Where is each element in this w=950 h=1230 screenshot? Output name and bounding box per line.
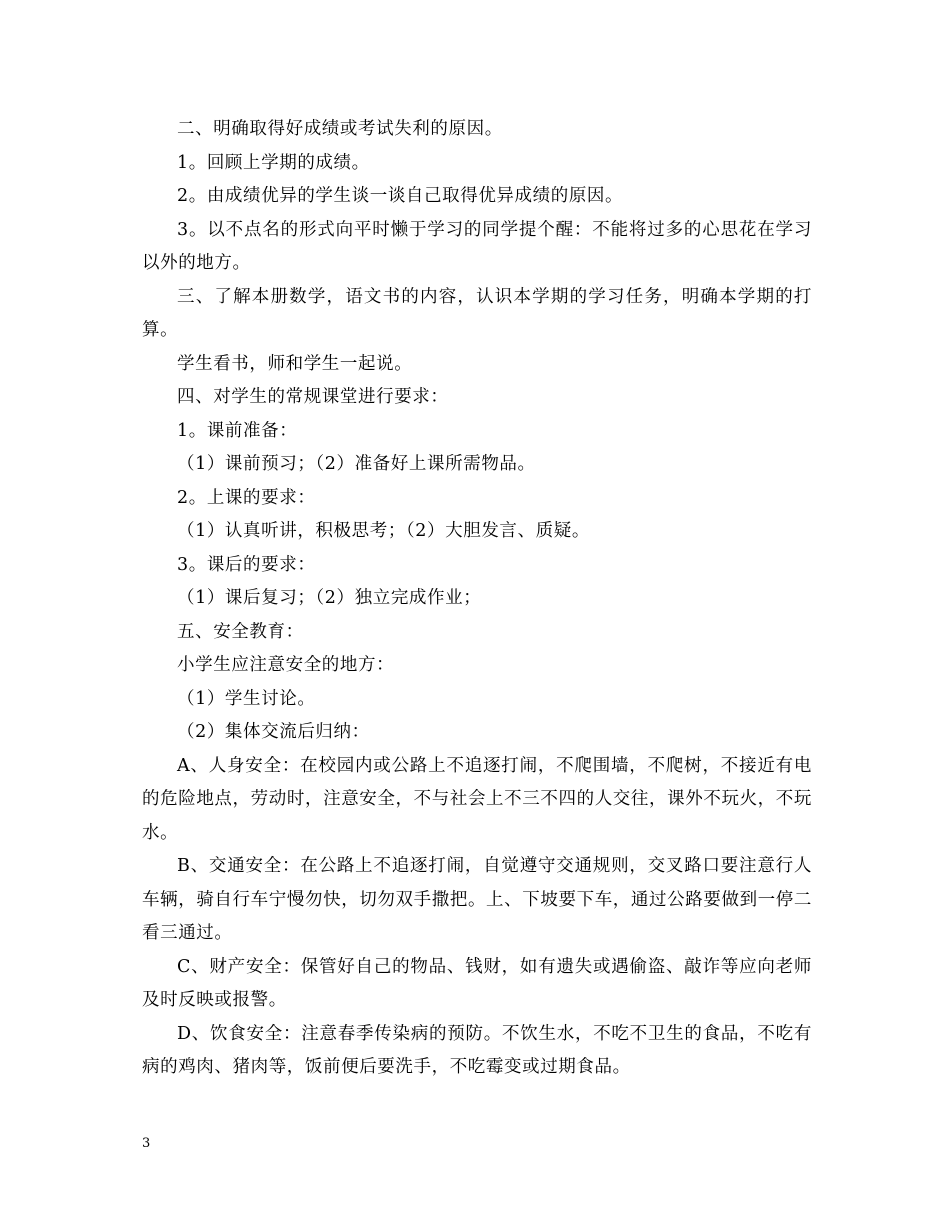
paragraph: （1）学生讨论。 [177,688,316,709]
paragraph: 3。以不点名的形式向平时懒于学习的同学提个醒：不能将过多的心思花在学习以外的地方。 [142,219,812,273]
paragraph: 3。课后的要求： [177,554,316,575]
paragraph: 四、对学生的常规课堂进行要求： [177,387,449,407]
document-body [142,113,812,1085]
paragraph: 1。课前准备： [177,420,298,441]
paragraph: 小学生应注意安全的地方： [177,655,395,675]
paragraph: 三、了解本册数学，语文书的内容，认识本学期的学习任务，明确本学期的打算。 [142,286,812,340]
paragraph: 2。上课的要求： [177,487,316,508]
paragraph: 2。由成绩优异的学生谈一谈自己取得优异成绩的原因。 [177,186,624,206]
paragraph: 二、明确取得好成绩或考试失利的原因。 [177,119,503,139]
paragraph: C、财产安全：保管好自己的物品、钱财，如有遗失或遇偷盗、敲诈等应向老师及时反映或报警。 [142,956,812,1010]
paragraph: 学生看书，师和学生一起说。 [177,353,413,374]
paragraph: （2）集体交流后归纳： [177,722,370,742]
paragraph: （1）课后复习；（2）独立完成作业； [177,588,482,608]
paragraph: B、交通安全：在公路上不追逐打闹，自觉遵守交通规则，交叉路口要注意行人车辆，骑自行车宁慢勿快，切勿双手撒把。上、下坡要下车，通过公路要做到一停二看三通过。 [142,856,812,943]
paragraph: D、饮食安全：注意春季传染病的预防。不饮生水，不吃不卫生的食品，不吃有病的鸡肉、猪肉等，饭前便后要洗手，不吃霉变或过期食品。 [142,1023,812,1077]
paragraph: A、人身安全：在校园内或公路上不追逐打闹，不爬围墙，不爬树，不接近有电的危险地点，劳动时，注意安全，不与社会上不三不四的人交往，课外不玩火，不玩水。 [142,755,812,843]
paragraph: 1。回顾上学期的成绩。 [177,152,370,173]
paragraph: （1）课前预习；（2）准备好上课所需物品。 [177,454,536,474]
paragraph: 五、安全教育： [177,621,304,642]
page-number: 3 [142,1136,151,1151]
paragraph: （1）认真听讲，积极思考；（2）大胆发言、质疑。 [177,521,590,541]
